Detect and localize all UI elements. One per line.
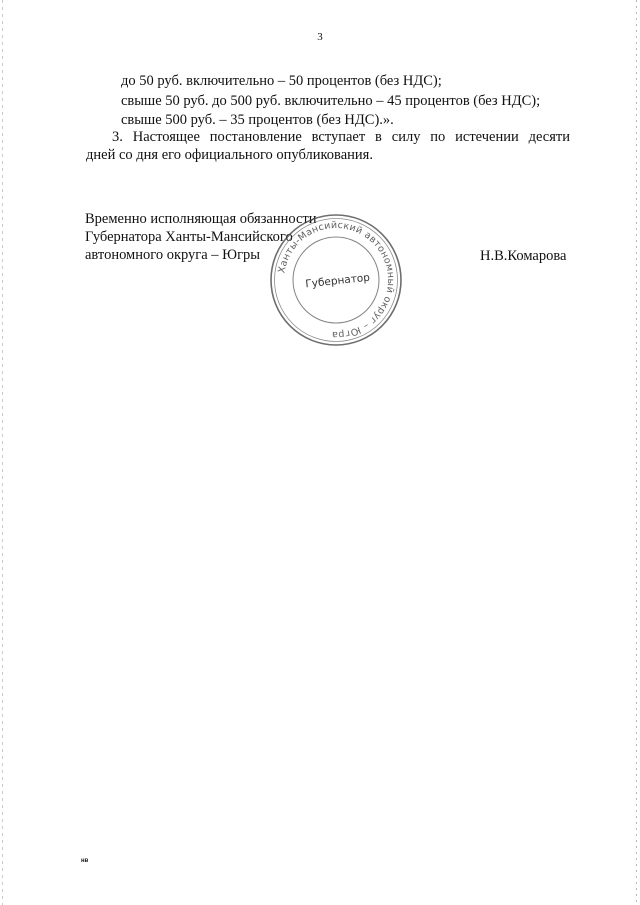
rate-line-3: свыше 500 руб. – 35 процентов (без НДС).». xyxy=(121,112,394,128)
signatory-position-line-3: автономного округа – Югры xyxy=(85,247,261,263)
document-code: нв xyxy=(81,858,89,864)
scan-edge-right xyxy=(636,0,637,905)
clause-3-line-1: 3. Настоящее постановление вступает в силу по истечении десяти xyxy=(112,129,570,145)
rate-line-2: свыше 50 руб. до 500 руб. включительно – 45 процентов (без НДС); xyxy=(121,93,541,109)
official-seal xyxy=(268,212,404,348)
clause-3-line-2: дней со дня его официального опубликования. xyxy=(86,147,373,163)
seal-center-text: Губернатор xyxy=(304,271,371,291)
seal-ring-text: Ханты-Мансийский автономный округ – Югра xyxy=(276,219,397,341)
signatory-position-line-1: Временно исполняющая обязанности xyxy=(85,211,317,227)
rate-line-1: до 50 руб. включительно – 50 процентов (без НДС); xyxy=(121,73,442,89)
signatory-name: Н.В.Комарова xyxy=(480,248,567,264)
scan-edge-left xyxy=(2,0,3,905)
signatory-position-line-2: Губернатора Ханты-Мансийского xyxy=(85,229,293,245)
page-number: 3 xyxy=(317,31,323,43)
